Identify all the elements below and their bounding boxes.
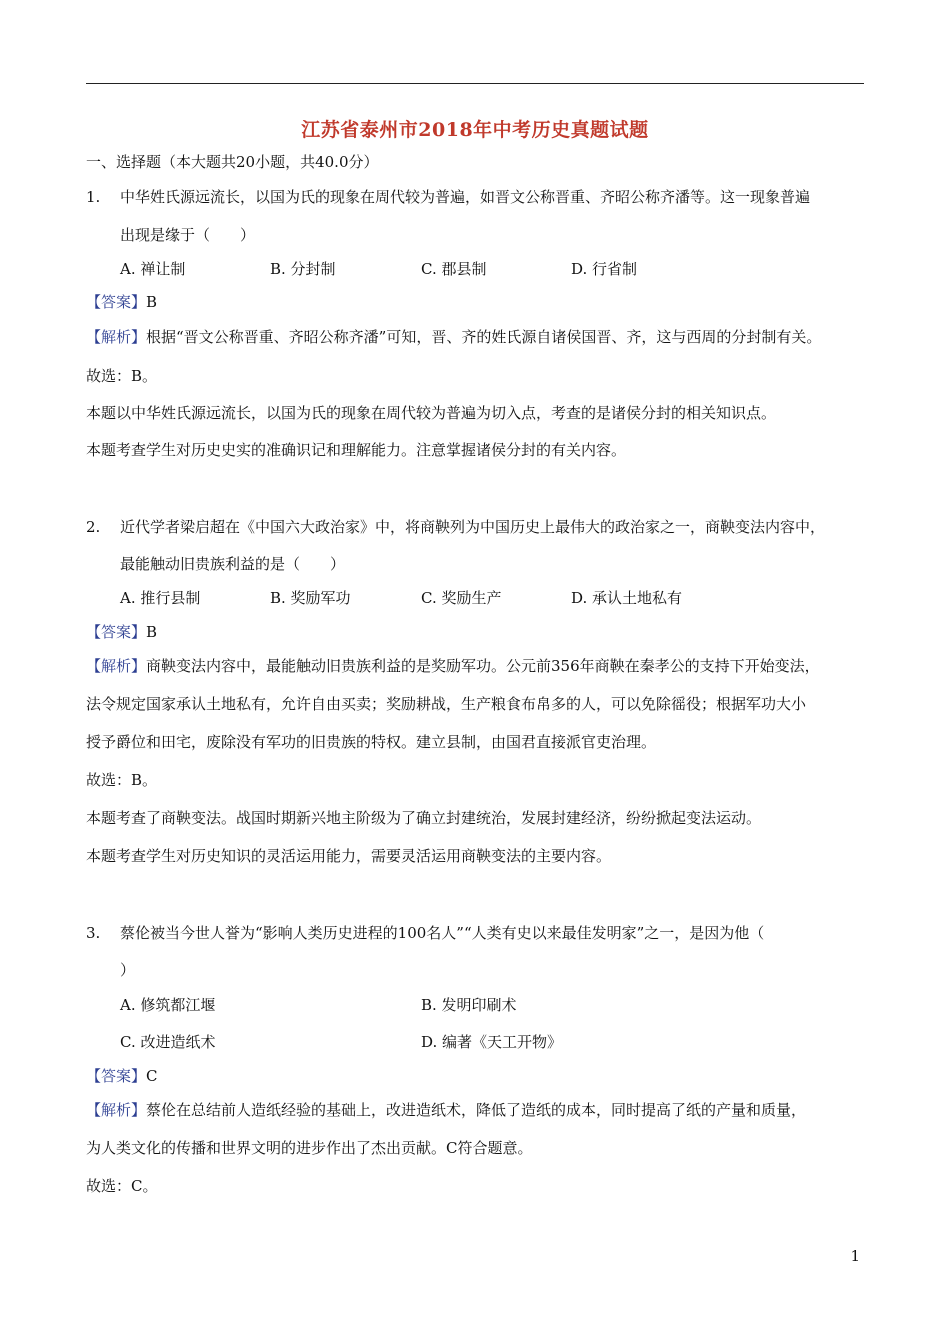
answer-tag: 【答案】 <box>86 1067 147 1085</box>
q1-note2: 本题考查学生对历史史实的准确识记和理解能力。注意掌握诸侯分封的有关内容。 <box>86 441 627 459</box>
q3-analysis-line2: 为人类文化的传播和世界文明的进步作出了杰出贡献。C符合题意。 <box>86 1139 533 1157</box>
answer-tag: 【答案】 <box>86 623 147 641</box>
q2-analysis-line3: 授予爵位和田宅，废除没有军功的旧贵族的特权。建立县制，由国君直接派官吏治理。 <box>86 733 657 751</box>
header-rule <box>86 83 864 84</box>
q1-option-d: D. 行省制 <box>571 260 638 278</box>
q1-option-c: C. 郡县制 <box>421 260 487 278</box>
analysis-tag: 【解析】 <box>86 657 147 675</box>
q3-answer <box>86 1066 158 1086</box>
q2-note2: 本题考查学生对历史知识的灵活运用能力，需要灵活运用商鞅变法的主要内容。 <box>86 847 612 865</box>
q2-option-a: A. 推行县制 <box>120 589 201 607</box>
q3-stem-line2: ） <box>120 961 136 979</box>
analysis-tag: 【解析】 <box>86 1101 147 1119</box>
q3-analysis-line1: 蔡伦在总结前人造纸经验的基础上，改进造纸术，降低了造纸的成本，同时提高了纸的产量和质量， <box>146 1101 807 1119</box>
q1-number: 1. <box>86 188 101 206</box>
q1-stem-line2: 出现是缘于（ ） <box>120 226 256 244</box>
q1-answer-value: B <box>146 293 158 311</box>
q3-option-b: B. 发明印刷术 <box>421 996 517 1014</box>
q3-stem-line1: 蔡伦被当今世人誉为“影响人类历史进程的100名人”“人类有史以来最佳发明家”之一，是因为他（ <box>120 924 765 942</box>
q2-option-d: D. 承认土地私有 <box>571 589 683 607</box>
q2-analysis <box>86 656 820 676</box>
q3-choice: 故选：C。 <box>86 1177 158 1195</box>
q2-option-b: B. 奖励军功 <box>270 589 351 607</box>
q2-answer-value: B <box>146 623 158 641</box>
q2-analysis-line2: 法令规定国家承认土地私有，允许自由买卖；奖励耕战，生产粮食布帛多的人，可以免除徭役；根据军功大小 <box>86 695 807 713</box>
analysis-tag: 【解析】 <box>86 328 147 346</box>
q1-note1: 本题以中华姓氏源远流长，以国为氏的现象在周代较为普遍为切入点，考查的是诸侯分封的相关知识点。 <box>86 404 777 422</box>
q2-option-c: C. 奖励生产 <box>421 589 502 607</box>
q3-option-c: C. 改进造纸术 <box>120 1033 216 1051</box>
q1-analysis-line1: 根据“晋文公称晋重、齐昭公称齐潘”可知，晋、齐的姓氏源自诸侯国晋、齐，这与西周的分封制有关。 <box>146 328 822 346</box>
q2-answer <box>86 622 157 642</box>
q2-choice: 故选：B。 <box>86 771 158 789</box>
answer-tag: 【答案】 <box>86 293 147 311</box>
q1-option-b: B. 分封制 <box>270 260 336 278</box>
q2-analysis-line1: 商鞅变法内容中，最能触动旧贵族利益的是奖励军功。公元前356年商鞅在秦孝公的支持下开始变法， <box>146 657 820 675</box>
q2-number: 2. <box>86 518 101 536</box>
q3-number: 3. <box>86 924 101 942</box>
q1-analysis <box>86 327 821 347</box>
page-title: 江苏省泰州市2018年中考历史真题试题 <box>301 119 649 141</box>
q1-stem-line1: 中华姓氏源远流长，以国为氏的现象在周代较为普遍，如晋文公称晋重、齐昭公称齐潘等。这一现象普遍 <box>120 188 811 206</box>
q3-option-d: D. 编著《天工开物》 <box>421 1033 563 1051</box>
section-heading: 一、选择题（本大题共20小题，共40.0分） <box>86 153 379 171</box>
q1-answer <box>86 292 157 312</box>
q1-option-a: A. 禅让制 <box>120 260 186 278</box>
q3-answer-value: C <box>146 1067 158 1085</box>
q1-choice: 故选：B。 <box>86 367 158 385</box>
page-number: 1 <box>850 1247 860 1265</box>
q3-analysis <box>86 1100 806 1120</box>
q2-stem-line2: 最能触动旧贵族利益的是（ ） <box>120 555 346 573</box>
q2-stem-line1: 近代学者梁启超在《中国六大政治家》中，将商鞅列为中国历史上最伟大的政治家之一，商鞅变法内容中， <box>120 518 826 536</box>
q3-option-a: A. 修筑都江堰 <box>120 996 216 1014</box>
q2-note1: 本题考查了商鞅变法。战国时期新兴地主阶级为了确立封建统治，发展封建经济，纷纷掀起变法运动。 <box>86 809 762 827</box>
